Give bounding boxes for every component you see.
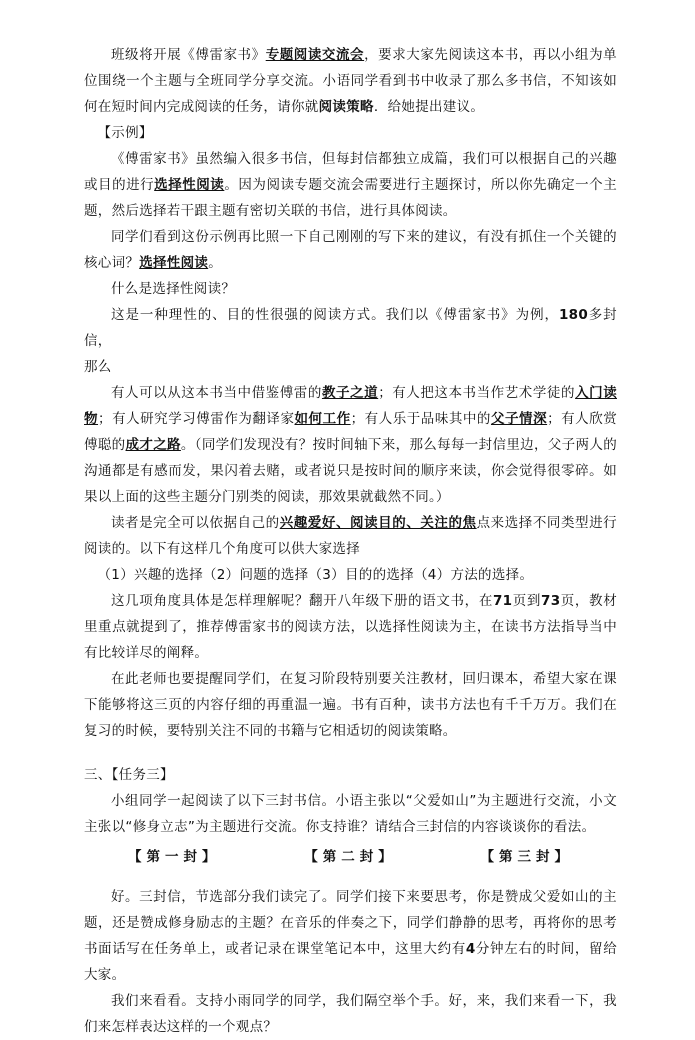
text-run: 页，教材里重点就提到了，推荐傅雷家书的阅读方法，以选择性阅读为主，在读书方法指导当中有比较详尽的阐释。 xyxy=(84,593,617,661)
emphasis-text: 成才之路 xyxy=(125,437,181,453)
text-run: ；有人欣赏傅聪的 xyxy=(84,411,618,453)
emphasis-text: 专题阅读交流会 xyxy=(265,47,365,63)
number-text: 71 xyxy=(492,593,513,609)
question-paragraph: 什么是选择性阅读？ xyxy=(111,281,236,297)
number-text: 180 xyxy=(558,307,589,323)
text-run: 。 xyxy=(208,255,223,271)
text-run: ；有人乐于品味其中的 xyxy=(350,411,491,427)
emphasis-text: 入门读物 xyxy=(84,385,617,427)
reader-paragraph xyxy=(84,510,617,562)
text-run: 《傅雷家书》虽然编入很多书信，但每封信都独立成篇，我们可以根据自己的兴趣或目的进行 xyxy=(84,151,617,193)
number-text: 4 xyxy=(465,941,476,957)
keyword-paragraph xyxy=(84,224,617,276)
text-run: 读者是完全可以依据自己的 xyxy=(111,515,280,531)
emphasis-text: 教子之道 xyxy=(321,385,379,401)
example-heading: 【示例】 xyxy=(97,125,153,141)
reminder-paragraph: 在此老师也要提醒同学们，在复习阶段特别要关注教材，回归课本，希望大家在课下能够将这三页的内容仔细的再重温一遍。书有百种，读书方法也有千千万万。我们在复习的时候，要特别关注不同的书籍与它相适切的阅读策略。 xyxy=(84,671,617,739)
text-run: 这几项角度具体是怎样理解呢？翻开八年级下册的语文书，在 xyxy=(111,593,493,609)
text-run: 页到 xyxy=(512,593,542,609)
emphasis-text: 阅读策略 xyxy=(318,99,374,115)
choices-list: （1）兴趣的选择（2）问题的选择（3）目的的选择（4）方法的选择。 xyxy=(97,567,534,583)
text-run: 同学们看到这份示例再比照一下自己刚刚的写下来的建议，有没有抓住一个关键的核心词？ xyxy=(84,229,617,271)
text-run: 多封信， xyxy=(84,307,617,349)
text-run: 分钟左右的时间，留给大家。 xyxy=(84,941,617,983)
text-run: ．给她提出建议。 xyxy=(373,99,485,115)
text-run: 这是一种理性的、目的性很强的阅读方式。我们以《傅雷家书》为例， xyxy=(111,307,559,323)
emphasis-text: 兴趣爱好、阅读目的、关注的焦 xyxy=(279,515,477,531)
intro-paragraph xyxy=(84,42,617,120)
definition-paragraph-cont: 那么 xyxy=(84,359,112,375)
emphasis-text: 父子情深 xyxy=(490,411,548,427)
emphasis-text: 选择性阅读 xyxy=(154,177,225,193)
task-heading: 三、【任务三】 xyxy=(84,767,174,783)
emphasis-text: 选择性阅读 xyxy=(139,255,209,271)
text-run: 点来选择不同类型进行阅读的。以下有这样几个角度可以供大家选择 xyxy=(84,515,617,557)
text-run: 。因为阅读专题交流会需要进行主题探讨，所以你先确定一个主题，然后选择若干跟主题有密切关联的书信，进行具体阅读。 xyxy=(84,177,618,219)
example-paragraph xyxy=(84,146,617,224)
text-run: 好。三封信，节选部分我们读完了。同学们接下来要思考，你是赞成父爱如山的主题，还是赞成修身励志的主题？在音乐的伴奏之下，同学们静静的思考，再将你的思考书面话写在任务单上，或者记录在课堂笔记本中，这里大约有 xyxy=(84,889,617,957)
number-text: 73 xyxy=(541,593,561,609)
emphasis-text: 如何工作 xyxy=(294,411,351,427)
themes-paragraph xyxy=(84,380,617,510)
letter-three-label: 【第三封】 xyxy=(480,849,573,865)
letters-row xyxy=(84,844,617,870)
text-run: ；有人研究学习傅雷作为翻译家 xyxy=(98,411,295,427)
closing-paragraph: 我们来看看。支持小雨同学的同学，我们隔空举个手。好，来，我们来看一下，我们来怎样表达这样的一个观点？ xyxy=(84,993,617,1035)
text-run: 班级将开展《傅雷家书》 xyxy=(111,47,266,63)
text-run: 。（同学们发现没有？按时间轴下来，那么每每一封信里边，父子两人的沟通都是有感而发，果闪着去赌，或者说只是按时间的顺序来读，你会觉得很零碎。如果以上面的这些主题分门别类的阅读，那效果就截然不同。） xyxy=(84,437,618,505)
task-paragraph: 小组同学一起阅读了以下三封书信。小语主张以“父爱如山”为主题进行交流，小文主张以“修身立志”为主题进行交流。你支持谁？请结合三封信的内容谈谈你的看法。 xyxy=(84,793,617,835)
letter-two-label: 【第二封】 xyxy=(304,849,397,865)
textbook-paragraph xyxy=(84,588,617,666)
text-run: ；有人把这本书当作艺术学徒的 xyxy=(378,385,576,401)
discussion-paragraph xyxy=(84,884,617,988)
letter-one-label: 【第一封】 xyxy=(128,849,221,865)
text-run: ，要求大家先阅读这本书，再以小组为单位围绕一个主题与全班同学分享交流。小语同学看到书中收录了那么多书信，不知该如何在短时间内完成阅读的任务，请你就 xyxy=(84,47,617,115)
text-run: 有人可以从这本书当中借鉴傅雷的 xyxy=(111,385,322,401)
definition-paragraph xyxy=(84,302,617,354)
